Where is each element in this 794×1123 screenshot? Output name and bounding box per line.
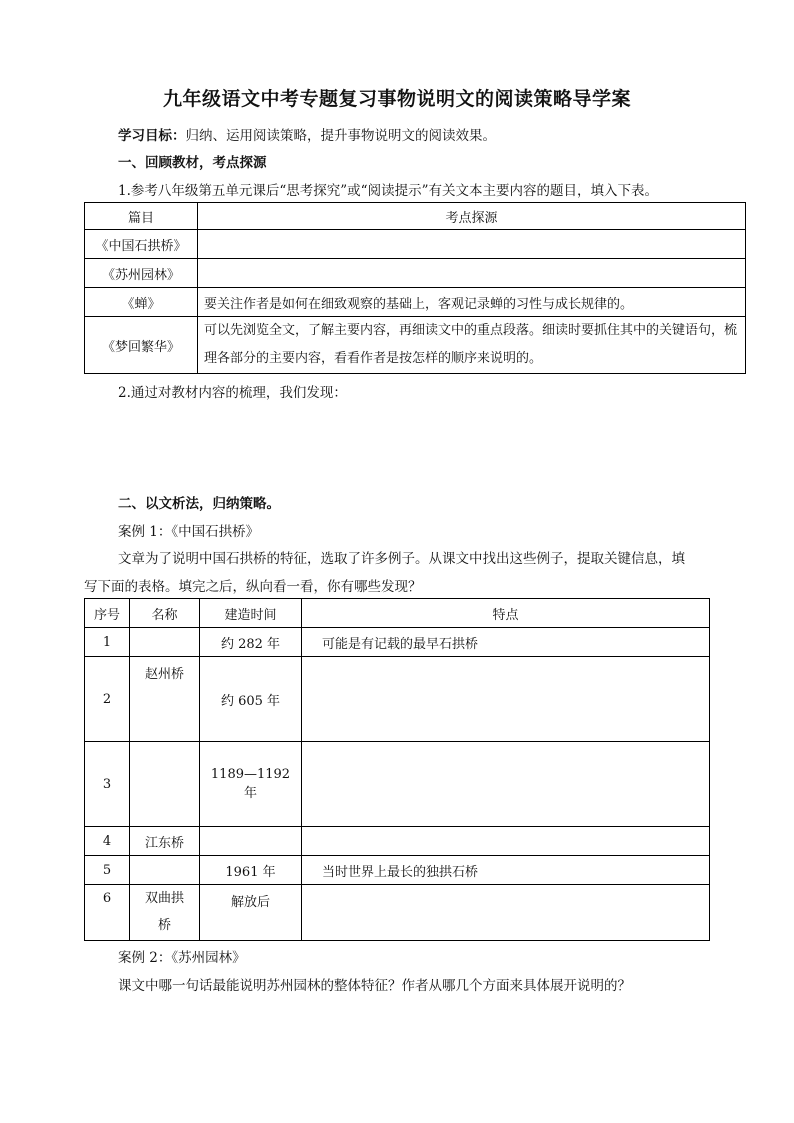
case-1-label: 案例 1：《中国石拱桥》 — [118, 524, 260, 540]
row-number: 3 — [85, 742, 130, 827]
row-feature[interactable] — [302, 827, 710, 856]
row-title: 《苏州园林》 — [85, 259, 198, 288]
header-build-time: 建造时间 — [200, 599, 302, 628]
case-2-label: 案例 2：《苏州园林》 — [118, 950, 246, 966]
table-row — [85, 885, 710, 941]
case-2-question: 课文中哪一句话最能说明苏州园林的整体特征？作者从哪几个方面来具体展开说明的？ — [118, 978, 631, 994]
row-content: 可以先浏览全文，了解主要内容，再细读文中的重点段落。细读时要抓住其中的关键语句，梳理各部分的主要内容，看看作者是按怎样的顺序来说明的。 — [198, 317, 746, 374]
section-1-heading: 一、回顾教材，考点探源 — [118, 155, 267, 171]
header-feature: 特点 — [302, 599, 710, 628]
row-feature[interactable] — [302, 742, 710, 827]
table-row — [85, 657, 710, 742]
case-1-instruction-line-2: 写下面的表格。填完之后，纵向看一看，你有哪些发现？ — [84, 579, 422, 595]
section-2-heading: 二、以文析法，归纳策略。 — [118, 496, 280, 512]
row-time[interactable] — [200, 827, 302, 856]
question-2: 2.通过对教材内容的梳理，我们发现： — [118, 385, 347, 401]
row-title: 《蝉》 — [85, 288, 198, 317]
table-row — [85, 259, 746, 288]
question-1: 1.参考八年级第五单元课后“思考探究”或“阅读提示”有关文本主要内容的题目，填入下表。 — [118, 183, 658, 199]
row-content[interactable] — [198, 230, 746, 259]
row-time: 1961 年 — [200, 856, 302, 885]
objective-label: 学习目标： — [118, 128, 186, 144]
header-title: 篇目 — [85, 203, 198, 230]
table-row — [85, 317, 746, 374]
row-feature[interactable] — [302, 657, 710, 742]
table-header-row — [85, 203, 746, 230]
header-number: 序号 — [85, 599, 130, 628]
row-title: 《梦回繁华》 — [85, 317, 198, 374]
row-number: 6 — [85, 885, 130, 941]
row-name[interactable] — [130, 628, 200, 657]
row-number: 5 — [85, 856, 130, 885]
table-row — [85, 628, 710, 657]
row-time: 约 282 年 — [200, 628, 302, 657]
row-feature: 当时世界上最长的独拱石桥 — [302, 856, 710, 885]
header-source: 考点探源 — [198, 203, 746, 230]
row-feature[interactable] — [302, 885, 710, 941]
table-row — [85, 856, 710, 885]
table-row — [85, 827, 710, 856]
row-time: 1189—1192 年 — [200, 742, 302, 827]
page-title: 九年级语文中考专题复习事物说明文的阅读策略导学案 — [162, 88, 631, 110]
row-name: 江东桥 — [130, 827, 200, 856]
row-number: 1 — [85, 628, 130, 657]
row-time: 解放后 — [200, 885, 302, 941]
row-time: 约 605 年 — [200, 657, 302, 742]
row-content[interactable] — [198, 259, 746, 288]
row-content: 要关注作者是如何在细致观察的基础上，客观记录蝉的习性与成长规律的。 — [198, 288, 746, 317]
case-1-instruction-line-1: 文章为了说明中国石拱桥的特征，选取了许多例子。从课文中找出这些例子，提取关键信息，填 — [118, 551, 685, 567]
row-name: 赵州桥 — [130, 657, 200, 742]
row-name[interactable] — [130, 742, 200, 827]
table-row — [85, 230, 746, 259]
row-number: 4 — [85, 827, 130, 856]
row-name: 双曲拱桥 — [130, 885, 200, 941]
row-title: 《中国石拱桥》 — [85, 230, 198, 259]
source-table — [84, 202, 746, 374]
row-name[interactable] — [130, 856, 200, 885]
table-header-row — [85, 599, 710, 628]
table-row — [85, 742, 710, 827]
table-row — [85, 288, 746, 317]
learning-objective — [118, 124, 496, 144]
row-feature: 可能是有记载的最早石拱桥 — [302, 628, 710, 657]
objective-text: 归纳、运用阅读策略，提升事物说明文的阅读效果。 — [185, 128, 496, 144]
row-number: 2 — [85, 657, 130, 742]
header-name: 名称 — [130, 599, 200, 628]
bridge-table — [84, 598, 710, 941]
